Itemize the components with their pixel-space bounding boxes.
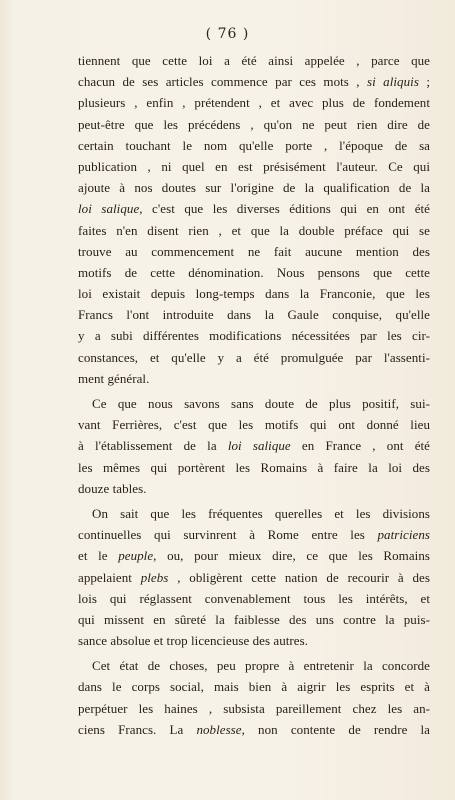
paragraph [78,393,430,499]
text-line: ciens Francs. La noblesse, non contente de rendre la [78,721,430,737]
text-line: dans le corps social, mais bien à aigrir les esprits et à [78,679,430,695]
text-line: vant Ferrières, c'est que les motifs qui ont donné lieu [78,417,430,433]
page-number: ( 76 ) [205,26,250,42]
text-line: tiennent que cette loi a été ainsi appelée , parce que [78,53,430,68]
text-line: y a subi différentes modifications nécessitées par les cir- [78,328,430,344]
paragraph [78,655,430,740]
text-line: trouve au commencement ne fait aucune mention des [78,243,430,259]
text-line: douze tables. [78,480,147,496]
italic-term: peuple [118,548,154,564]
text-line: appelaient plebs , obligèrent cette nation de recourir à des [78,569,430,585]
text-line: qui missent en sûreté la faiblesse des uns contre la puis- [78,611,430,627]
text-line: Cet état de choses, peu propre à entretenir la concorde [92,658,430,674]
text-line: loi existait depuis long-temps dans la Franconie, que les [78,286,430,302]
text-line: motifs de cette dénomination. Nous pensons que cette [78,264,430,280]
text-line: peut-être que les précédens , qu'on ne peut rien dire de [78,116,430,132]
body-text [78,50,430,740]
text-line: ajoute à nos doutes sur l'origine de la qualification de la [78,180,430,196]
text-line: Ce que nous savons sans doute de plus positif, sui- [92,396,430,411]
text-line: à l'établissement de la loi salique en France , ont été [78,438,430,454]
text-line: certain touchant le nom qu'elle porte , l'époque de sa [78,137,430,153]
italic-term: patriciens [377,527,430,543]
text-line: perpétuer les haines , subsista pareillement chez les an- [78,700,430,716]
italic-term: si aliquis [367,74,419,90]
text-line: constances, et qu'elle y a été promulguée par l'assenti- [78,349,430,365]
text-line: publication , ni quel en est présisément l'auteur. Ce qui [78,158,430,174]
text-line: chacun de ses articles commence par ces mots , si aliquis ; [78,74,430,90]
text-line: Francs l'ont introduite dans la Gaule conquise, qu'elle [78,307,430,323]
text-line: faites n'en disent rien , et que la double préface qui se [78,222,430,238]
italic-term: noblesse [196,721,242,737]
italic-term: loi salique [227,438,291,454]
text-line: les mêmes qui portèrent les Romains à faire la loi des [78,459,430,475]
italic-term: loi salique [78,201,140,217]
italic-term: plebs [140,569,169,585]
text-line: sance absolue et trop licencieuse des autres. [78,633,309,649]
text-line: continuelles qui survinrent à Rome entre les patriciens [78,527,430,543]
text-line: lois qui réglassent convenablement tous les intérêts, et [78,590,430,606]
paragraph [78,503,430,651]
text-line: et le peuple, ou, pour mieux dire, ce que les Romains [78,548,430,564]
text-line: On sait que les fréquentes querelles et les divisions [92,505,430,521]
text-line: plusieurs , enfin , prétendent , et avec plus de fondement [78,95,430,111]
text-line: loi salique, c'est que les diverses éditions qui en ont été [78,201,430,217]
text-line: ment général. [78,370,150,386]
paragraph [78,50,430,389]
